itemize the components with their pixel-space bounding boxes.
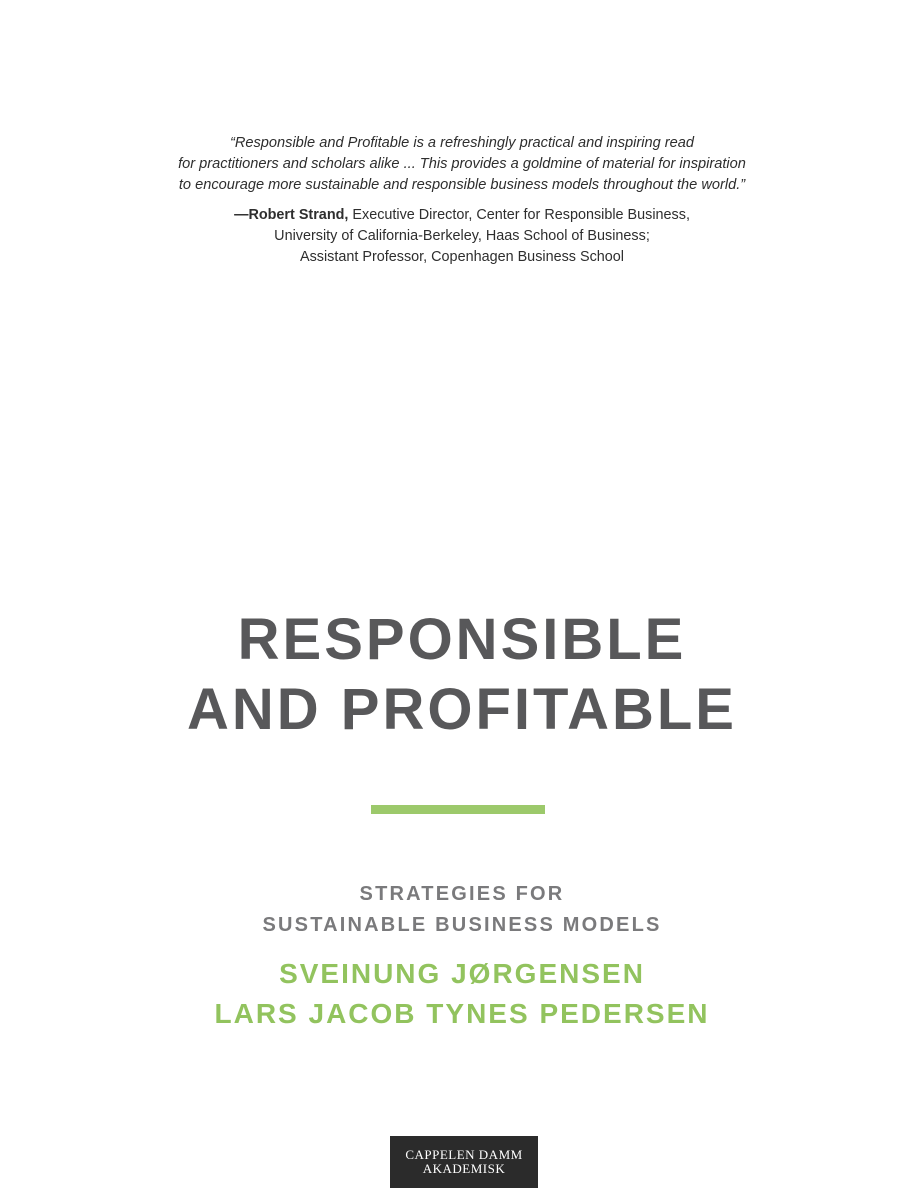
author-name: LARS JACOB TYNES PEDERSEN xyxy=(214,998,710,1029)
book-title xyxy=(0,605,924,745)
endorser-role: Executive Director, Center for Responsible Business, xyxy=(348,207,690,223)
quote-line: to encourage more sustainable and responsible business models throughout the world.” xyxy=(178,177,746,193)
book-subtitle xyxy=(0,879,924,941)
publisher-logo xyxy=(390,1136,538,1188)
affiliation-line: Assistant Professor, Copenhagen Business School xyxy=(300,249,624,265)
attribution-line xyxy=(0,205,924,226)
title-line: RESPONSIBLE xyxy=(237,607,687,672)
publisher-name-line: AKADEMISK xyxy=(422,1161,506,1176)
subtitle-line: STRATEGIES FOR xyxy=(359,883,565,905)
title-line: AND PROFITABLE xyxy=(186,677,737,742)
endorsement-attribution xyxy=(0,205,924,268)
endorsement-blurb xyxy=(0,133,924,268)
author-name: SVEINUNG JØRGENSEN xyxy=(279,958,645,989)
quote-line: “Responsible and Profitable is a refreshingly practical and inspiring read xyxy=(229,135,694,151)
publisher-name-line: CAPPELEN DAMM xyxy=(405,1147,523,1162)
subtitle-line: SUSTAINABLE BUSINESS MODELS xyxy=(262,914,662,936)
endorser-name: —Robert Strand, xyxy=(234,207,349,223)
quote-line: for practitioners and scholars alike ... This provides a goldmine of material for inspiration xyxy=(178,156,746,172)
book-authors xyxy=(0,954,924,1034)
accent-divider xyxy=(371,805,545,814)
affiliation-line: University of California-Berkeley, Haas School of Business; xyxy=(274,228,650,244)
